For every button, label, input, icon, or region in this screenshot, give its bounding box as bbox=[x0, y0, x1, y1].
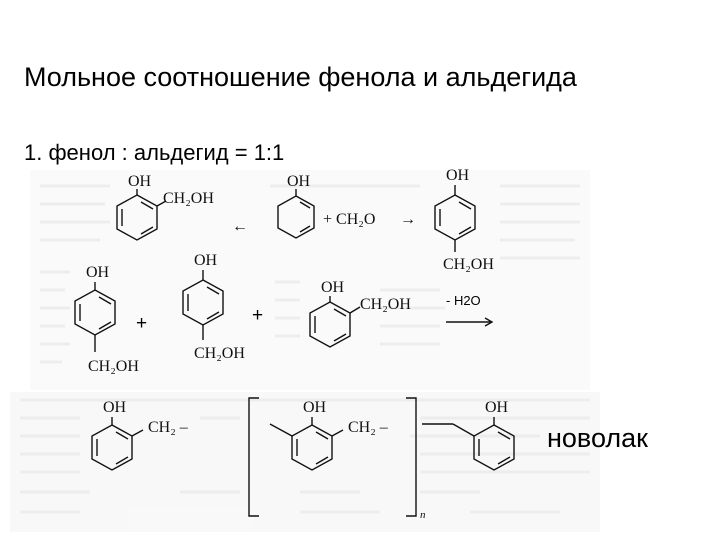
oh-label: OH bbox=[86, 264, 110, 281]
slide-title: Мольное соотношение фенола и альдегида bbox=[24, 62, 577, 92]
reverse-arrow: ← bbox=[232, 218, 248, 235]
ch2oh-label: CH₂OH bbox=[443, 256, 494, 273]
oh-label: OH bbox=[303, 399, 327, 416]
oh-label: OH bbox=[485, 399, 509, 416]
oh-label: OH bbox=[446, 167, 470, 184]
plus-sign: + bbox=[136, 313, 148, 334]
oh-label: OH bbox=[194, 252, 218, 269]
oh-label: OH bbox=[287, 173, 311, 190]
water-elimination-label: - H2O bbox=[446, 293, 481, 308]
oh-label: OH bbox=[103, 399, 127, 416]
repeat-count-label: n bbox=[420, 509, 426, 521]
formaldehyde-label: + CH₂O bbox=[323, 211, 376, 228]
plus-sign: + bbox=[252, 305, 264, 326]
ch2oh-label: CH₂OH bbox=[163, 190, 214, 207]
oh-label: OH bbox=[321, 279, 345, 296]
methylene-bridge-label: CH₂ – bbox=[348, 419, 388, 436]
methylene-bridge-label: CH₂ – bbox=[148, 419, 188, 436]
ch2oh-label: CH₂OH bbox=[88, 358, 139, 375]
ch2oh-label: CH₂OH bbox=[194, 345, 245, 362]
slide-subtitle: 1. фенол : альдегид = 1:1 bbox=[24, 140, 285, 165]
scan-background bbox=[10, 170, 600, 532]
product-label: новолак bbox=[547, 423, 648, 453]
forward-arrow: → bbox=[400, 211, 416, 228]
ch2oh-label: CH₂OH bbox=[360, 296, 411, 313]
oh-label: OH bbox=[128, 173, 152, 190]
